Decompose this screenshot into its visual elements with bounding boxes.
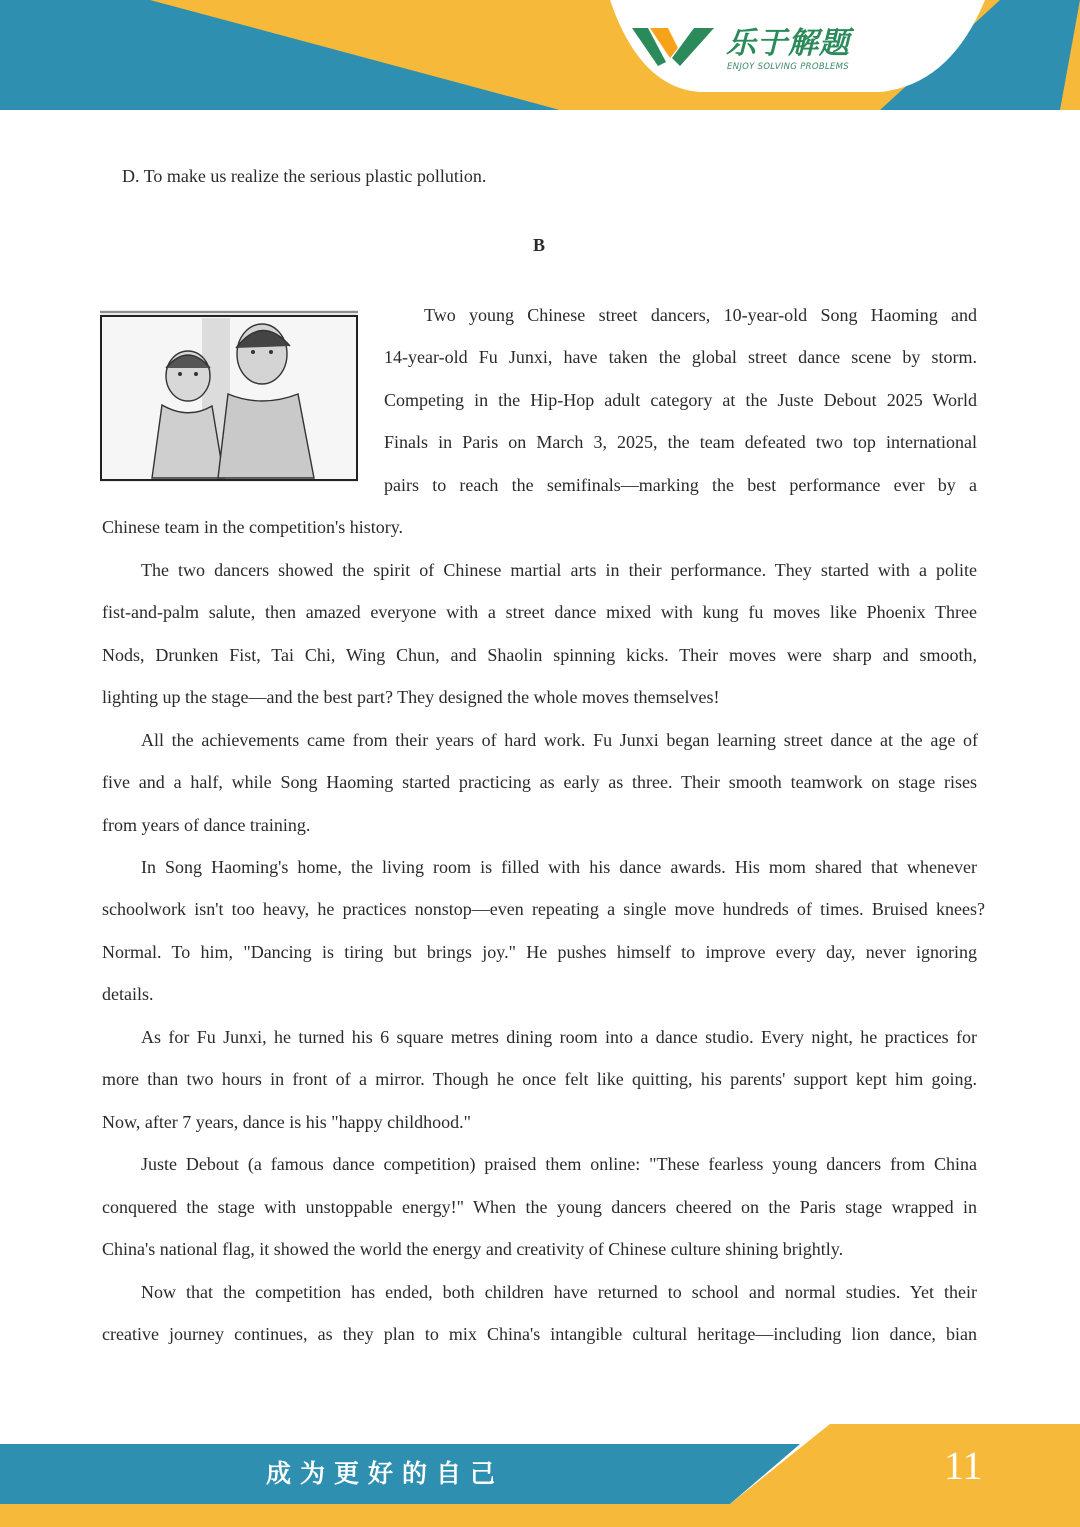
para4-line2: schoolwork isn't too heavy, he practices nonstop—even repeating a single move hundreds of times. Bruised knees?	[102, 899, 985, 919]
header-banner	[0, 0, 1080, 110]
para1-line5: pairs to reach the semifinals—marking the best performance ever by a	[384, 475, 977, 495]
para2-line1: The two dancers showed the spirit of Chinese martial arts in their performance. They started with a polite	[141, 560, 977, 580]
two-dancers-photo	[100, 310, 358, 482]
para4-line3: Normal. To him, "Dancing is tiring but brings joy." He pushes himself to improve every day, never ignoring	[102, 942, 977, 962]
footer-slogan: 成为更好的自己	[266, 1459, 505, 1488]
para1-line3: Competing in the Hip-Hop adult category at the Juste Debout 2025 World	[384, 390, 977, 410]
para4-line1: In Song Haoming's home, the living room is filled with his dance awards. His mom shared that whenever	[141, 857, 977, 877]
para6-line1: Juste Debout (a famous dance competition) praised them online: "These fearless young dancers from China	[141, 1154, 977, 1174]
para6-line2: conquered the stage with unstoppable energy!" When the young dancers cheered on the Paris stage wrapped in	[102, 1197, 977, 1217]
section-letter: B	[533, 235, 546, 255]
footer-banner	[0, 1424, 1080, 1527]
para1-line6: Chinese team in the competition's history.	[102, 517, 404, 537]
para3-line2: five and a half, while Song Haoming started practicing as early as three. Their smooth teamwork on stage rises	[102, 772, 977, 792]
para5-line1: As for Fu Junxi, he turned his 6 square metres dining room into a dance studio. Every night, he practices for	[141, 1027, 977, 1047]
logo-subtitle: ENJOY SOLVING PROBLEMS	[727, 62, 849, 72]
para2-line4: lighting up the stage—and the best part? They designed the whole moves themselves!	[102, 687, 720, 707]
para2-line2: fist-and-palm salute, then amazed everyone with a street dance mixed with kung fu moves like Phoenix Three	[102, 602, 977, 622]
para7-line1: Now that the competition has ended, both children have returned to school and normal studies. Yet their	[141, 1282, 977, 1302]
para4-line4: details.	[102, 984, 154, 1004]
para5-line3: Now, after 7 years, dance is his "happy childhood."	[102, 1112, 471, 1132]
para3-line1: All the achievements came from their years of hard work. Fu Junxi began learning street dance at the age of	[141, 730, 978, 750]
para2-line3: Nods, Drunken Fist, Tai Chi, Wing Chun, and Shaolin spinning kicks. Their moves were sharp and smooth,	[102, 645, 977, 665]
para6-line3: China's national flag, it showed the world the energy and creativity of Chinese culture shining brightly.	[102, 1239, 844, 1259]
para7-line2: creative journey continues, as they plan to mix China's intangible cultural heritage—including lion dance, bian	[102, 1324, 977, 1344]
para5-line2: more than two hours in front of a mirror. Though he once felt like quitting, his parents' support kept him going.	[102, 1069, 977, 1089]
para1-line1: Two young Chinese street dancers, 10-year-old Song Haoming and	[424, 305, 977, 325]
page-number: 11	[944, 1443, 983, 1488]
para1-line4: Finals in Paris on March 3, 2025, the team defeated two top international	[384, 432, 977, 452]
logo-text: 乐于解题	[726, 26, 850, 61]
option-d: D. To make us realize the serious plastic pollution.	[122, 166, 487, 186]
para3-line3: from years of dance training.	[102, 815, 311, 835]
logo-icon	[632, 24, 714, 70]
para1-line2: 14-year-old Fu Junxi, have taken the global street dance scene by storm.	[384, 347, 977, 367]
